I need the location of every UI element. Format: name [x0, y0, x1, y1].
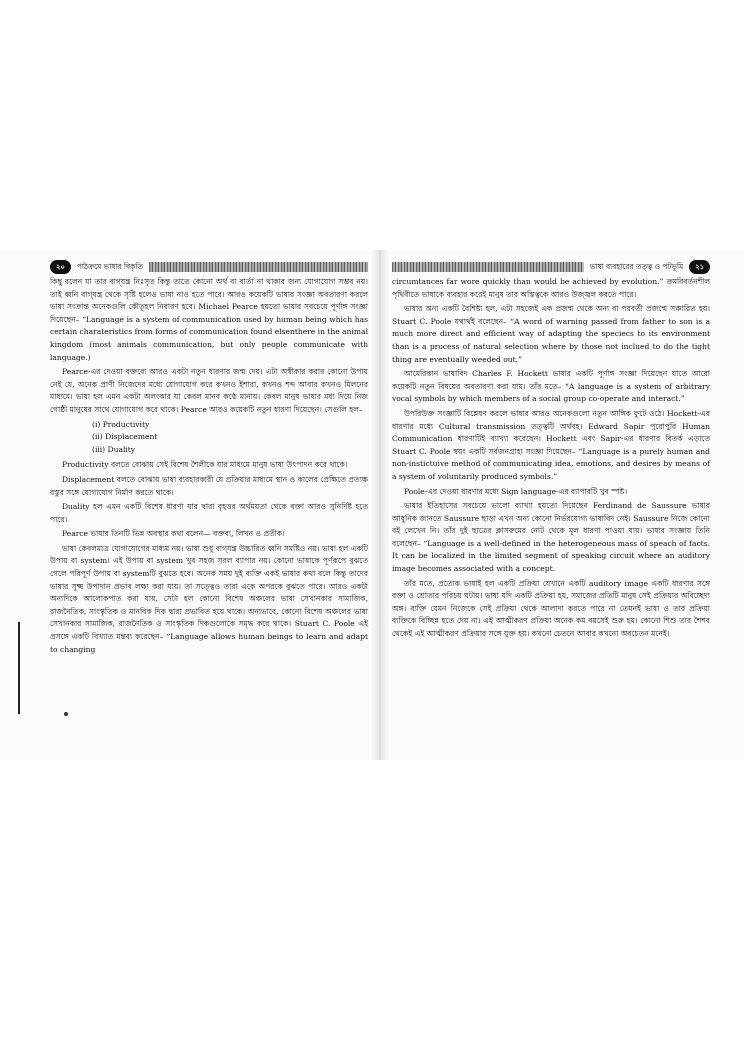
- header-decoration: [149, 262, 368, 272]
- list-item-displacement: (ii) Displacement: [92, 432, 158, 442]
- right-paragraph-1: circumtances far wore quickly than would be achieved by evolution.” ক্রমবিবর্তনশীল পৃথিবীতে ভাষাকে ব্যবহার করেই মানুষ তার অস্তিত্বকে আরও উজ্জ্বল করতে পারে।: [392, 277, 710, 299]
- right-paragraph-2: ভাষার অন্য একটি বৈশিষ্ট্য হল, এটা সহজেই এক প্রজন্ম থেকে অন্য বা পরবর্তী প্রজন্মে সঞ্চারিত হয়। Stuart C. Poole যথার্থই বলেছেন– “A word of warning passed from father to son is a much more direct and efficient way of adapting the speciecs to its environment than is a process of natural selection where by those not inclued to do the tight thing are eventually weeded out.”: [392, 304, 710, 364]
- left-paragraph-2: Pearce-এর দেওয়া বক্তব্যে আরও একটা নতুন ধারণার জন্ম দেয়। এটা অস্বীকার করার কোনো উপায় নেই যে, অনেক প্রাণী নিজেদের মধ্যে যোগাযোগ করে কখনও ইশারা, কখনও শব্দ আবার কখনও মিলনের মাধ্যমে। ভাষা হল এমন একটা অলংকার যা কেবল মানব কণ্ঠে মানায়। কেবল মানুষ ভাষার মধ্য দিয়ে নিজ গোষ্ঠী মানুষের সাথে যোগাযোগ করে থাকে। Pearce আরও কয়েকটি নতুন ধারণা দিয়েছেন। সেগুলি হল–: [50, 367, 368, 414]
- left-page-number: ২০: [50, 260, 71, 275]
- left-page: [50, 258, 368, 658]
- right-paragraph-analysis: উপরিউক্ত সংজ্ঞাটি বিশ্লেষণ করলে ভাষার আরও অনেকগুলো নতুন আঙ্গিক ফুটে ওঠে। Hockett-এর ধারণার মধ্যে Cultural transmission তত্ত্বটি অর্থবহ। Edward Sapir পুরোপুরি Human Communication ধারণাটিই ব্যাখ্যা করেছেন। Hockett এবং Sapir-এর ধারণার বিতর্ক এড়াতে Stuart C. Poole স্বয়ং একটি সর্বজনগ্রাহ্য সংজ্ঞা দিয়েছেন– “Language is a purely human and non-instictuive method of communicating idea, emotions, and desires by means of a system of voluntarily produced symbols.”: [392, 408, 710, 481]
- left-paragraph-displacement: Displacement বলতে বোঝায় ভাষা ব্যবহারকারী যে প্রক্রিয়ার মাধ্যমে স্থান ও কালের প্রেক্ষিতে প্রত্যক্ষ বস্তুর সঙ্গে যোগাযোগ নির্মাণ করতে থাকে।: [50, 474, 368, 497]
- left-paragraph-1: কিছু বলেন যা তার বাগ্‌যন্ত্র নিঃসৃত কিন্তু তাতে কোনো অর্থ বা বার্তা না থাকার জন্য যোগাযোগ সম্ভব নয়। তাই ধ্বনি বাগ্‌যন্ত্র থেকে সৃষ্টি হলেও ভাষা নাও হতে পারে। আরও কয়েকটি ভাষার সংজ্ঞা অবতারণা করলে ভাষা সংক্রান্ত অনেকগুলি কৌতূহল নিবারণ হবে। Michael Pearce হয়তো ভাষার সবচেয়ে পূর্ণাঙ্গ সংজ্ঞা দিয়েছেন– “Language is a system of communication used by human being which has certain charateristics from forms of communication found elsenthere in the animal kingdom (most animals communication, but only people communicate with language.): [50, 277, 368, 362]
- margin-dot: [64, 712, 68, 716]
- right-paragraph-poole: Poole-এর দেওয়া ধারণার মধ্যে Sign language-এর ব্যাপারটি খুব স্পষ্ট।: [404, 486, 628, 496]
- book-gutter: [369, 250, 391, 760]
- right-running-head: [392, 258, 710, 276]
- left-paragraph-productivity: Productivity বলতে বোঝায় সেই বিশেষ শৈলীকে যার মাধ্যমে মানুষ ভাষা উৎপাদন করে থাকে।: [62, 460, 348, 470]
- left-running-title: পাঠক্রমে ভাষার বিকৃতি: [76, 261, 143, 271]
- list-item-duality: (iii) Duality: [92, 444, 136, 454]
- header-decoration: [392, 262, 584, 272]
- right-paragraph-saussure: ভাষার ইতিহাসের সবচেয়ে ভালো ব্যাখ্যা হয়তো দিয়েছেন Ferdinand de Saussure ভাষার আধুনিক জানতে Saussure ছাড়া এখন অন্য কোনো নির্ভরযোগ্য ভাষাবিদ নেই। Saussure নিজে কোনো বই লেখেন নি। তাঁর দুই ছাত্রের ক্লাসরুমের নোট থেকে মূল ধারণা পাওয়া যায়। ভাষার সংজ্ঞায় তিনি বলেছেন– “Language is a well-defined in the heterogeneous mass of speach of facts. It can be localized in the limited segment of speaking circuit where an auditory image becomes associated with a concept.: [392, 501, 710, 574]
- pearce-concept-list: [92, 419, 368, 457]
- page-edge-mark: [18, 622, 20, 714]
- right-paragraph-hockett: আমেরিকান ভাষাবিদ Charles F. Hockett ভাষার একটি পূর্ণাঙ্গ সংজ্ঞা দিয়েছেন যাতে আরো কয়েকটি নতুন বিষয়ের অবতারণা করা যায়। তাঁর মতে– “A language is a system of arbitrary vocal symbols by which members of a social group co-operate and interact.”: [392, 369, 710, 404]
- left-running-head: [50, 258, 368, 276]
- right-page-number: ২১: [689, 260, 710, 275]
- right-paragraph-process: তাঁর মতে, প্রত্যেক ভাষাই হল একটি প্রক্রিয়া যেখানে একটি auditory image একটি ধারণার সঙ্গে বক্তা ও শ্রোতার পরিচয় ঘটায়। ভাষা যদি একটি প্রক্রিয়া হয়, সমাজের প্রতিটি মানুষ সেই প্রক্রিয়ার অবিচ্ছেদ্য অঙ্গ। ব্যক্তি যেমন নিজেকে সেই প্রক্রিয়া থেকে আলাদা করতে পারে না তেমনই ভাষা ও তার প্রক্রিয়া ব্যক্তিকে বিচ্ছিন্ন হতে দেয় না। এই আত্মীকরণ প্রক্রিয়া অনেক কম বয়সেই শুরু হয়। কোনো শিশু তার শৈশব থেকেই এই আত্মীকরণ প্রক্রিয়ার সঙ্গে যুক্ত হয়। কখনো চেতনে আবার কখনো অবচেতন মনেই।: [392, 578, 710, 639]
- left-paragraph-duality: Duality হল এমন একটি বিশেষ ধারণা যার দ্বারা বৃহত্তর অর্থময়তা থেকে বক্তা আরও সুনির্দিষ্ট হতে পারে।: [50, 502, 368, 524]
- right-page: [392, 258, 710, 643]
- right-running-title: ভাষা ব্যবহারের তত্ত্ব ও পটভূমি: [589, 261, 684, 271]
- left-paragraph-system: ভাষা কেবলমাত্র যোগাযোগের মাধ্যম নয়। ভাষা শুধু বাগ্‌যন্ত্র উচ্চারিত ধ্বনি সমষ্টিও নয়। ভাষা হল একটি উপায় বা system। এই উপায় বা system খুব সহজ সরল ব্যাপার নয়। কোনো ভাষাকে পূর্ণরূপে বুঝতে গেলে পরিপূর্ণ উপায় বা systemটি বুঝতে হবে। অনেক সময় দুই ব্যক্তি একই ভাষার কথা বলে কিন্তু তাদের ভাষার সূক্ষ্ম উপাদান প্রভাব লক্ষ্য করা যায়। তা সত্ত্বেও তারা একে অপরকে বুঝতে পারে। আরও একটা অন্যদিকে আলোকপাত করা যায়, সেটা হল কোনো বিশেষ অঞ্চলের ভাষা সেখানকার সামাজিক, রাজনৈতিক, সাংস্কৃতিক ও মানবিক দিক দ্বারা প্রভাবিত হয়ে থাকে। অন্যভাবে, কোনো বিশেষ অঞ্চলের ভাষা সেখানকার সামাজিক, রাজনৈতিক ও সাংস্কৃতিক দিকগুলোকে সমৃদ্ধ করে থাকে। Stuart C. Poole এই প্রসঙ্গে একটি বিখ্যাত মন্তব্য করেছেন– “Language allows human beings to learn and adapt to changing: [50, 543, 368, 654]
- left-paragraph-pearce-states: Pearce ভাষার তিনটি ভিন্ন অবস্থার কথা বলেন— বক্তব্য, লিখন ও প্রতীক।: [62, 529, 285, 539]
- list-item-productivity: (i) Productivity: [92, 419, 150, 429]
